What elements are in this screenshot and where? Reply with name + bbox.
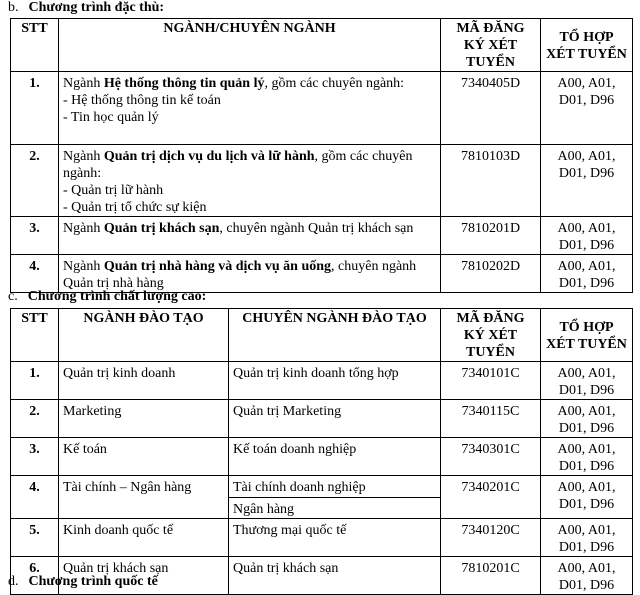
desc-prefix: Ngành — [63, 221, 104, 236]
row-code: 7340115C — [441, 400, 541, 438]
table-row — [11, 438, 633, 476]
section-b-heading — [8, 0, 164, 16]
section-d-letter: d. — [8, 574, 19, 589]
row-major: Quản trị khách sạn — [59, 557, 229, 595]
row-combo: A00, A01, D01, D96 — [541, 438, 633, 476]
row-code: 7810201C — [441, 557, 541, 595]
row-major: Kinh doanh quốc tế — [59, 519, 229, 557]
table-row — [11, 72, 633, 145]
row-code: 7340405D — [441, 72, 541, 145]
row-combo: A00, A01, D01, D96 — [541, 255, 633, 293]
row-specialization: Quản trị Marketing — [229, 400, 441, 438]
desc-prefix: Ngành — [63, 259, 104, 274]
row-combo: A00, A01, D01, D96 — [541, 519, 633, 557]
desc-major-name: Hệ thống thông tin quản lý — [103, 76, 265, 91]
section-c-letter: c. — [8, 289, 18, 304]
desc-major-name: Quản trị dịch vụ du lịch và lữ hành — [103, 149, 315, 164]
table-row — [11, 362, 633, 400]
row-major: Kế toán — [59, 438, 229, 476]
row-specialization: Quản trị kinh doanh tổng hợp — [229, 362, 441, 400]
high-quality-programs-table — [10, 308, 633, 595]
row-stt: 4. — [11, 255, 59, 293]
row-specialization-split — [229, 476, 441, 519]
row-specialization: Thương mại quốc tế — [229, 519, 441, 557]
table-header-row — [11, 309, 633, 362]
header-major: NGÀNH/CHUYÊN NGÀNH — [59, 19, 441, 72]
row-stt: 4. — [11, 476, 59, 519]
table-row — [11, 255, 633, 293]
row-description — [59, 217, 441, 255]
header-specialization: CHUYÊN NGÀNH ĐÀO TẠO — [229, 309, 441, 362]
row-description — [59, 255, 441, 293]
row-major: Marketing — [59, 400, 229, 438]
row-stt: 1. — [11, 72, 59, 145]
section-c-title: Chương trình chất lượng cao: — [27, 289, 207, 304]
row-major: Quản trị kinh doanh — [59, 362, 229, 400]
desc-suffix: , gồm các chuyên ngành: — [264, 76, 405, 91]
row-specialization-2: Ngân hàng — [233, 502, 295, 517]
row-stt: 3. — [11, 217, 59, 255]
header-major: NGÀNH ĐÀO TẠO — [59, 309, 229, 362]
table-row — [11, 476, 633, 519]
row-combo: A00, A01, D01, D96 — [541, 217, 633, 255]
desc-sub-item: - Tin học quản lý — [63, 110, 159, 125]
row-code: 7340101C — [441, 362, 541, 400]
desc-suffix: , gồm các chuyên ngành: — [63, 149, 413, 181]
row-specialization: Kế toán doanh nghiệp — [229, 438, 441, 476]
row-stt: 2. — [11, 145, 59, 217]
desc-major-name: Quản trị khách sạn — [103, 221, 220, 236]
table-row — [11, 400, 633, 438]
row-combo: A00, A01, D01, D96 — [541, 72, 633, 145]
section-d-heading — [8, 574, 158, 590]
row-code: 7340201C — [441, 476, 541, 519]
section-b-letter: b. — [8, 0, 19, 15]
row-combo: A00, A01, D01, D96 — [541, 362, 633, 400]
section-b-title: Chương trình đặc thù: — [28, 0, 165, 15]
row-code: 7810103D — [441, 145, 541, 217]
header-combo: TỔ HỢP XÉT TUYỂN — [541, 19, 633, 72]
desc-prefix: Ngành — [63, 76, 104, 91]
row-combo: A00, A01, D01, D96 — [541, 557, 633, 595]
row-combo: A00, A01, D01, D96 — [541, 145, 633, 217]
row-stt: 3. — [11, 438, 59, 476]
row-stt: 5. — [11, 519, 59, 557]
desc-sub-item: - Hệ thống thông tin kế toán — [63, 93, 221, 108]
table-row — [11, 217, 633, 255]
row-code: 7340120C — [441, 519, 541, 557]
desc-suffix: , chuyên ngành Quản trị khách sạn — [219, 221, 414, 236]
row-combo: A00, A01, D01, D96 — [541, 476, 633, 519]
desc-sub-item: - Quản trị lữ hành — [63, 183, 164, 198]
row-description — [59, 145, 441, 217]
table-header-row — [11, 19, 633, 72]
row-description — [59, 72, 441, 145]
row-code: 7340301C — [441, 438, 541, 476]
row-code: 7810201D — [441, 217, 541, 255]
desc-prefix: Ngành — [63, 149, 104, 164]
row-stt: 1. — [11, 362, 59, 400]
desc-major-name: Quản trị nhà hàng và dịch vụ ăn uống — [103, 259, 332, 274]
header-code: MÃ ĐĂNG KÝ XÉT TUYỂN — [441, 309, 541, 362]
row-major: Tài chính – Ngân hàng — [59, 476, 229, 519]
desc-suffix: , chuyên ngành Quản trị nhà hàng — [63, 259, 417, 291]
row-stt: 6. — [11, 557, 59, 595]
row-combo: A00, A01, D01, D96 — [541, 400, 633, 438]
row-specialization: Tài chính doanh nghiệp — [229, 476, 440, 498]
row-specialization: Quản trị khách sạn — [229, 557, 441, 595]
desc-sub-item: - Quản trị tổ chức sự kiện — [63, 200, 207, 215]
special-programs-table — [10, 18, 633, 293]
header-stt: STT — [11, 19, 59, 72]
table-row — [11, 145, 633, 217]
section-c-heading — [8, 289, 206, 305]
row-code: 7810202D — [441, 255, 541, 293]
row-stt: 2. — [11, 400, 59, 438]
section-d-title: Chương trình quốc tế — [28, 574, 158, 589]
header-combo: TỔ HỢP XÉT TUYỂN — [541, 309, 633, 362]
header-code: MÃ ĐĂNG KÝ XÉT TUYỂN — [441, 19, 541, 72]
table-row — [11, 519, 633, 557]
header-stt: STT — [11, 309, 59, 362]
